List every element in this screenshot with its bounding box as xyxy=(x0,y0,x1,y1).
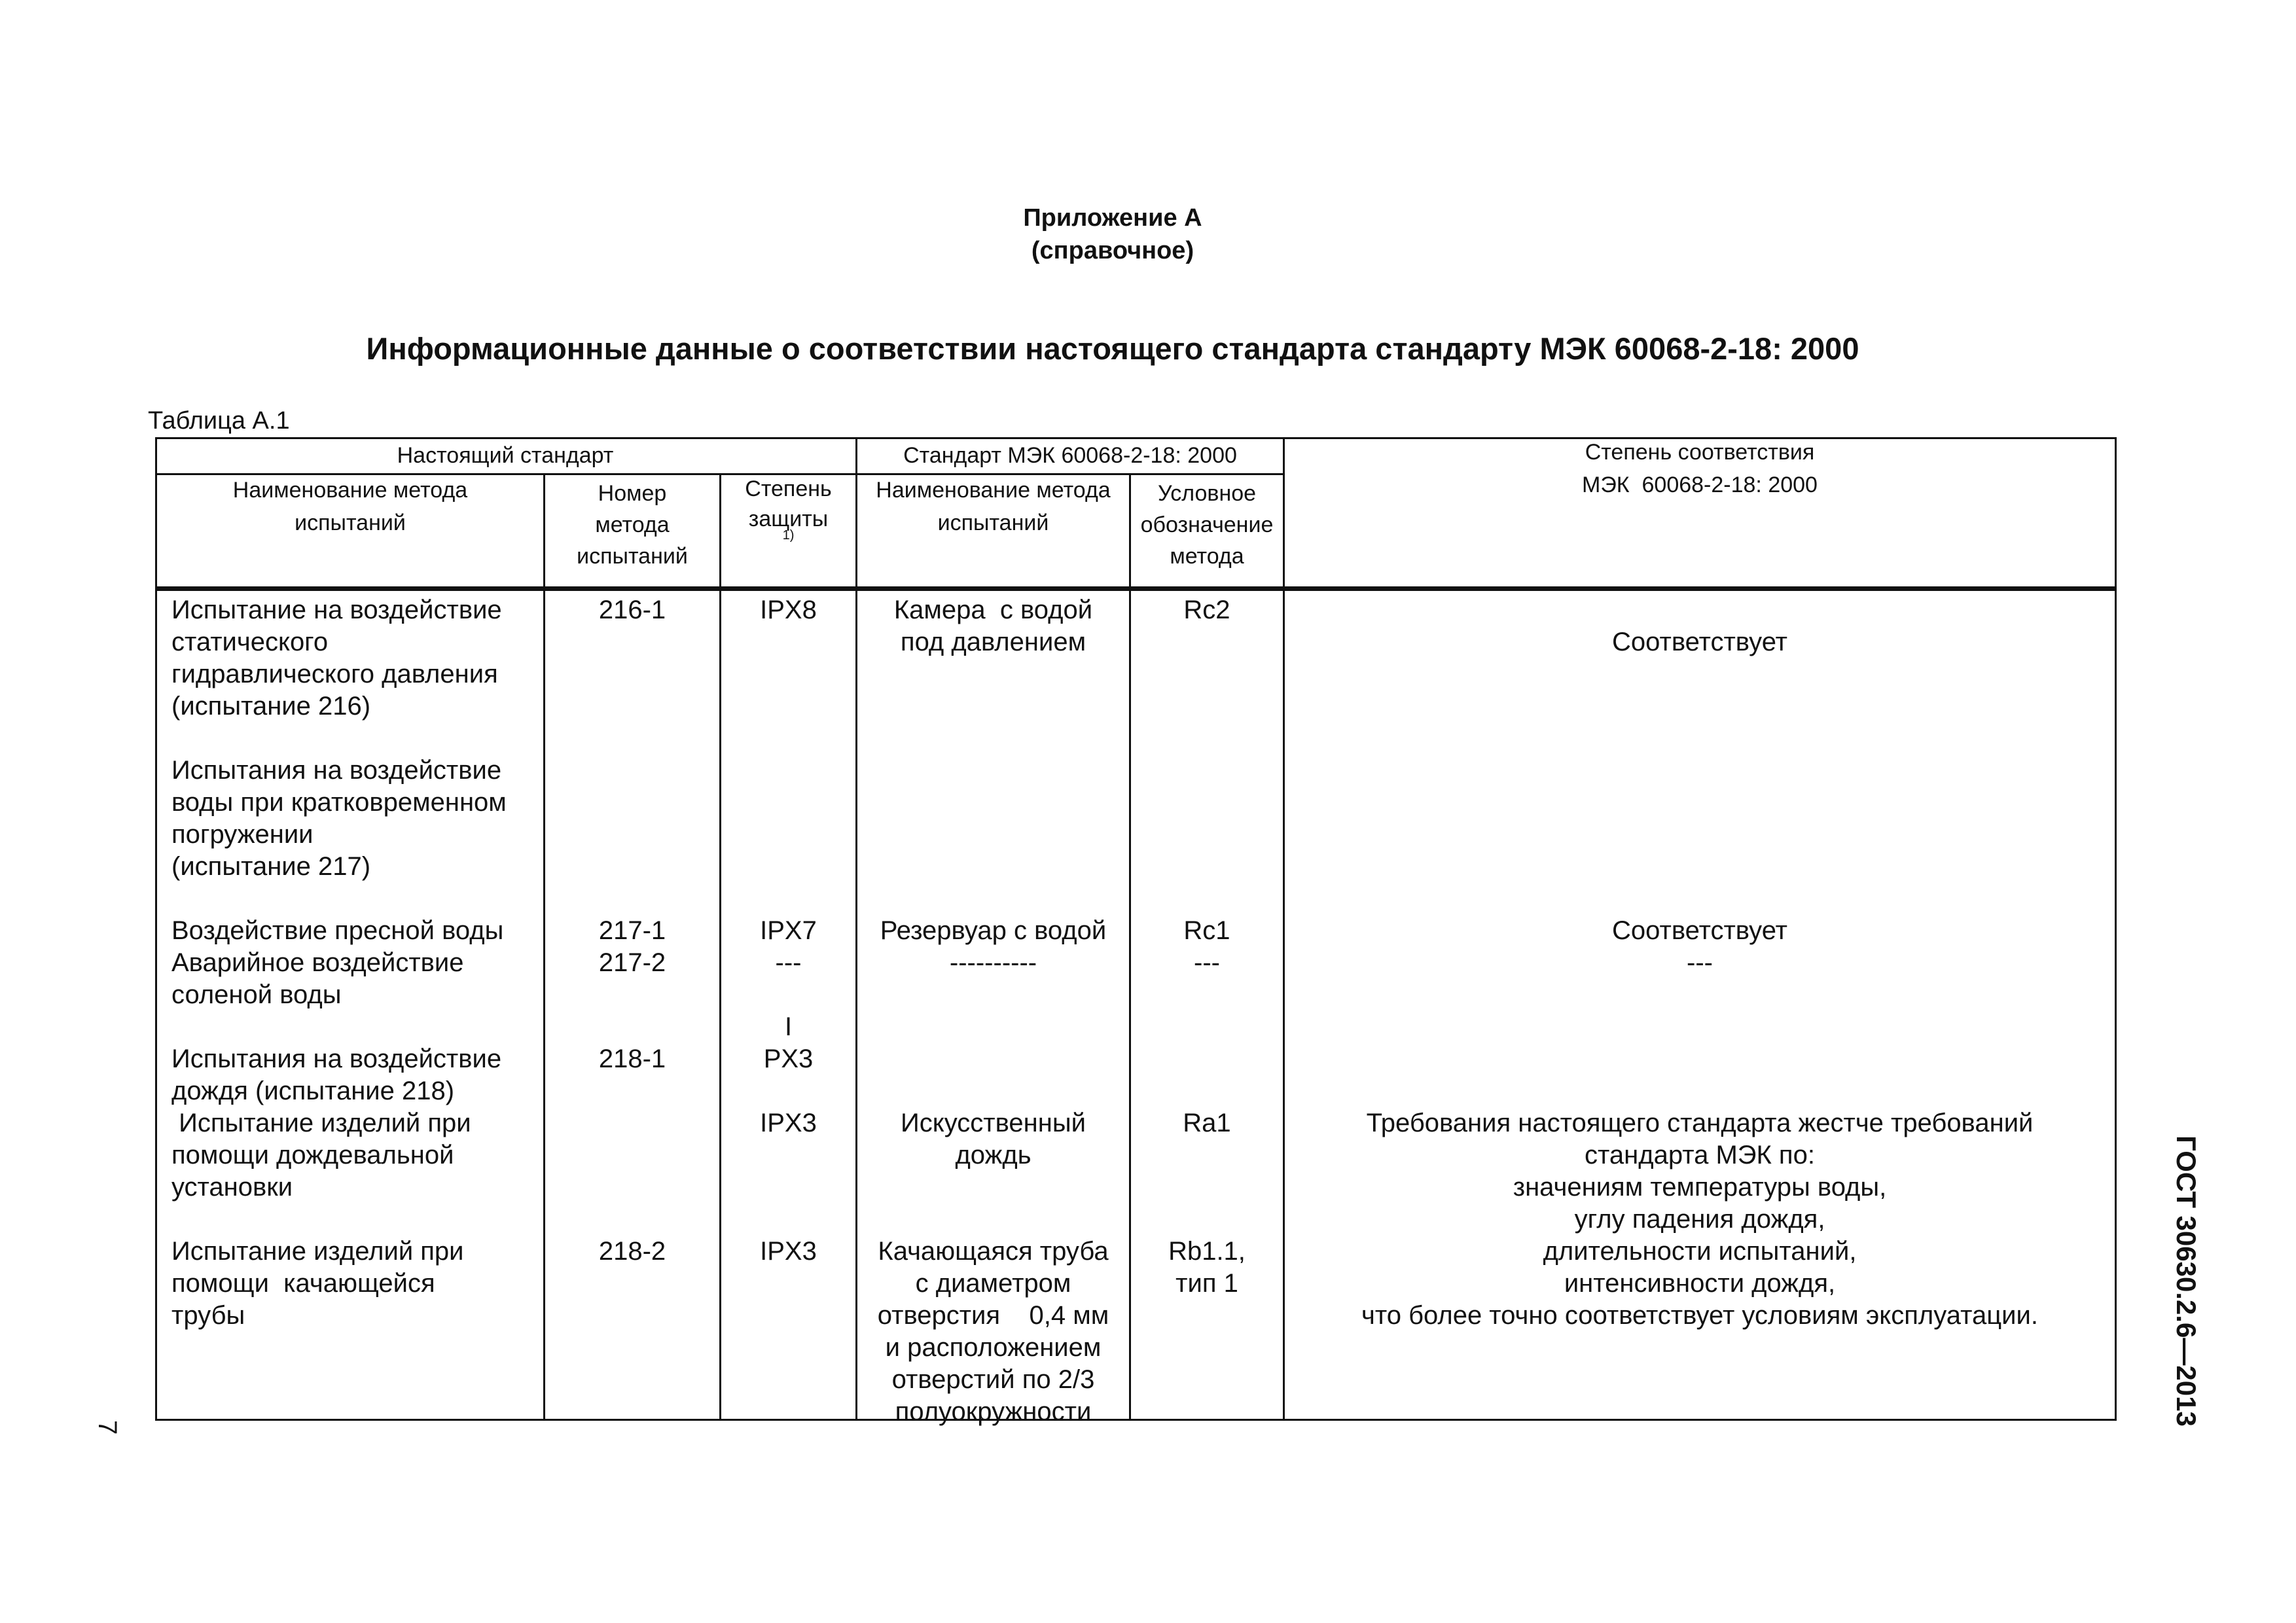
body-protection-degree xyxy=(721,594,855,1268)
cell-line: Степень xyxy=(745,476,832,501)
cell-line xyxy=(857,1204,1129,1236)
cell-line xyxy=(857,1011,1129,1043)
cell-line: --- xyxy=(1687,948,1713,977)
cell-line: Rb1.1, xyxy=(1168,1237,1246,1266)
cell-line: Номер xyxy=(598,481,667,506)
cell-line: IPX8 xyxy=(760,596,817,624)
cell-line: Rc2 xyxy=(1183,596,1230,624)
cell-line xyxy=(1131,626,1283,658)
cell-line xyxy=(545,722,719,755)
cell-line: --- xyxy=(1194,948,1220,977)
cell-line: значениям температуры воды, xyxy=(1513,1173,1887,1202)
cell-line: Испытания на воздействие xyxy=(171,756,502,785)
cell-line xyxy=(857,819,1129,851)
header-iec-designation xyxy=(1131,478,1283,572)
cell-line: Резервуар с водой xyxy=(880,916,1107,945)
cell-line xyxy=(721,883,855,915)
cell-line xyxy=(857,690,1129,722)
cell-line xyxy=(721,851,855,883)
cell-line xyxy=(1131,1204,1283,1236)
cell-line: Испытание изделий при xyxy=(171,1237,464,1266)
cell-line: 217-1 xyxy=(598,916,666,945)
cell-line: тип 1 xyxy=(1175,1269,1238,1298)
footnote-marker: 1) xyxy=(782,528,795,543)
cell-line: испытаний xyxy=(937,510,1049,535)
cell-line xyxy=(857,1043,1129,1075)
cell-line xyxy=(545,1011,719,1043)
cell-line xyxy=(545,1204,719,1236)
cell-line xyxy=(545,1139,719,1171)
cell-line xyxy=(1131,787,1283,819)
cell-line: испытаний xyxy=(577,544,688,569)
cell-line: Соответствует xyxy=(1612,628,1787,656)
cell-line xyxy=(721,1139,855,1171)
cell-line: под давлением xyxy=(900,628,1086,656)
cell-line: защиты xyxy=(748,507,829,531)
cell-line xyxy=(545,851,719,883)
cell-line: 216-1 xyxy=(598,596,666,624)
table-border-bottom xyxy=(155,1419,2117,1421)
header-method-number xyxy=(545,478,719,572)
body-iec-method-name xyxy=(857,594,1129,1428)
cell-line xyxy=(171,1204,543,1236)
cell-line xyxy=(545,690,719,722)
cell-line xyxy=(857,1171,1129,1204)
cell-line: МЭК 60068-2-18: 2000 xyxy=(1582,473,1818,497)
cell-line xyxy=(545,787,719,819)
cell-line: испытаний xyxy=(295,510,406,535)
cell-line xyxy=(721,979,855,1011)
header-protection-degree xyxy=(721,474,855,542)
cell-line xyxy=(545,755,719,787)
cell-line xyxy=(545,1107,719,1139)
cell-line xyxy=(545,883,719,915)
table-border-left xyxy=(155,437,157,1421)
header-method-name xyxy=(157,474,543,539)
cell-line xyxy=(1131,979,1283,1011)
cell-line xyxy=(1131,819,1283,851)
table-border-right xyxy=(2115,437,2117,1421)
cell-line xyxy=(545,626,719,658)
cell-line: установки xyxy=(171,1173,293,1202)
cell-line xyxy=(1285,755,2115,787)
annex-subtitle: (справочное) xyxy=(1031,237,1194,264)
cell-line: Испытания на воздействие xyxy=(171,1044,502,1073)
cell-line xyxy=(857,1075,1129,1107)
cell-line xyxy=(857,883,1129,915)
cell-line: Аварийное воздействие xyxy=(171,948,464,977)
cell-line: углу падения дождя, xyxy=(1574,1205,1825,1234)
cell-line: воды при кратковременном xyxy=(171,788,507,817)
cell-line: Воздействие пресной воды xyxy=(171,916,504,945)
cell-line: 218-1 xyxy=(598,1044,666,1073)
cell-line: Rc1 xyxy=(1183,916,1230,945)
header-conformity xyxy=(1285,436,2115,501)
cell-line xyxy=(171,883,543,915)
cell-line xyxy=(857,787,1129,819)
page-number: 7 xyxy=(93,1420,122,1435)
cell-line: статического xyxy=(171,628,329,656)
cell-line: дождя (испытание 218) xyxy=(171,1077,455,1105)
cell-line xyxy=(857,755,1129,787)
body-iec-designation xyxy=(1131,594,1283,1300)
cell-line: помощи качающейся xyxy=(171,1269,435,1298)
cell-line: Наименование метода xyxy=(876,478,1111,503)
cell-line xyxy=(1131,658,1283,690)
document-code-side-label: ГОСТ 30630.2.6—2013 xyxy=(2171,1135,2202,1427)
body-method-name xyxy=(171,594,543,1332)
cell-line xyxy=(721,626,855,658)
cell-line: 217-2 xyxy=(598,948,666,977)
cell-line xyxy=(1285,1075,2115,1107)
cell-line xyxy=(1285,883,2115,915)
cell-line xyxy=(1131,722,1283,755)
cell-line: соленой воды xyxy=(171,980,342,1009)
cell-line xyxy=(857,851,1129,883)
cell-line xyxy=(721,787,855,819)
cell-line: помощи дождевальной xyxy=(171,1141,454,1169)
cell-line xyxy=(1285,690,2115,722)
cell-line xyxy=(1285,979,2115,1011)
cell-line xyxy=(1285,722,2115,755)
table-border-header-bottom xyxy=(155,586,2117,591)
cell-line: IPX3 xyxy=(760,1109,817,1137)
cell-line xyxy=(721,819,855,851)
cell-line xyxy=(1285,1043,2115,1075)
cell-line: 218-2 xyxy=(598,1237,666,1266)
cell-line xyxy=(721,1075,855,1107)
cell-line: дождь xyxy=(955,1141,1031,1169)
cell-line: обозначение xyxy=(1140,512,1274,537)
cell-line xyxy=(857,722,1129,755)
table-caption: Таблица А.1 xyxy=(148,407,290,435)
cell-line: Искусственный xyxy=(901,1109,1086,1137)
cell-line xyxy=(721,1171,855,1204)
cell-line: полуокружности xyxy=(895,1397,1092,1426)
cell-line: Соответствует xyxy=(1612,916,1787,945)
cell-line: ---------- xyxy=(949,948,1037,977)
cell-line xyxy=(1131,1075,1283,1107)
cell-line: Наименование метода xyxy=(232,478,468,503)
cell-line: отверстий по 2/3 xyxy=(891,1365,1095,1394)
cell-line: Ra1 xyxy=(1183,1109,1231,1137)
cell-line: (испытание 216) xyxy=(171,692,371,721)
cell-line xyxy=(545,819,719,851)
cell-line xyxy=(1131,883,1283,915)
cell-line xyxy=(721,658,855,690)
cell-line: Условное xyxy=(1157,481,1257,506)
cell-line xyxy=(721,722,855,755)
cell-line xyxy=(171,1011,543,1043)
group-header-iec-standard: Стандарт МЭК 60068-2-18: 2000 xyxy=(903,443,1237,468)
cell-line: --- xyxy=(775,948,802,977)
cell-line xyxy=(721,1204,855,1236)
cell-line: I xyxy=(784,1012,793,1041)
cell-line xyxy=(1131,690,1283,722)
header-protection-degree-lines xyxy=(721,474,855,534)
cell-line: с диаметром xyxy=(915,1269,1071,1298)
cell-line xyxy=(721,690,855,722)
cell-line: Качающаяся труба xyxy=(878,1237,1109,1266)
cell-line xyxy=(1285,658,2115,690)
cell-line: IPX7 xyxy=(760,916,817,945)
cell-line: метода xyxy=(1170,544,1244,569)
cell-line xyxy=(1285,594,2115,626)
cell-line: IPX3 xyxy=(760,1237,817,1266)
cell-line: Испытание на воздействие xyxy=(171,596,502,624)
cell-line xyxy=(721,755,855,787)
cell-line: (испытание 217) xyxy=(171,852,371,881)
cell-line xyxy=(1285,851,2115,883)
header-iec-method-name xyxy=(857,474,1129,539)
body-method-number xyxy=(545,594,719,1268)
body-conformity xyxy=(1285,594,2115,1332)
cell-line xyxy=(857,658,1129,690)
cell-line: метода xyxy=(595,512,670,537)
cell-line xyxy=(1131,755,1283,787)
cell-line: Камера с водой xyxy=(893,596,1093,624)
cell-line: и расположением xyxy=(885,1333,1102,1362)
cell-line: что более точно соответствует условиям эксплуатации. xyxy=(1361,1301,2038,1330)
cell-line xyxy=(1131,1011,1283,1043)
cell-line: стандарта МЭК по: xyxy=(1585,1141,1815,1169)
cell-line xyxy=(545,1075,719,1107)
cell-line: Требования настоящего стандарта жестче требований xyxy=(1366,1109,2034,1137)
cell-line: Степень соответствия xyxy=(1585,440,1815,465)
cell-line: трубы xyxy=(171,1301,245,1330)
cell-line: погружении xyxy=(171,820,314,849)
cell-line xyxy=(1131,1171,1283,1204)
cell-line: гидравлического давления xyxy=(171,660,498,688)
cell-line: интенсивности дождя, xyxy=(1564,1269,1836,1298)
cell-line xyxy=(1131,851,1283,883)
group-header-this-standard: Настоящий стандарт xyxy=(397,443,614,468)
cell-line xyxy=(1131,1139,1283,1171)
cell-line xyxy=(545,658,719,690)
cell-line: отверстия 0,4 мм xyxy=(877,1301,1109,1330)
cell-line: длительности испытаний, xyxy=(1543,1237,1857,1266)
conformity-table xyxy=(155,437,2117,1426)
cell-line: PX3 xyxy=(763,1044,814,1073)
cell-line xyxy=(1285,1011,2115,1043)
cell-line xyxy=(545,1171,719,1204)
cell-line: Испытание изделий при xyxy=(171,1109,471,1137)
cell-line xyxy=(1285,819,2115,851)
cell-line xyxy=(1131,1043,1283,1075)
cell-line xyxy=(857,979,1129,1011)
cell-line xyxy=(545,979,719,1011)
annex-title: Приложение А xyxy=(1023,204,1202,232)
cell-line xyxy=(171,722,543,755)
document-title: Информационные данные о соответствии настоящего стандарта стандарту МЭК 60068-2-18: 2000 xyxy=(366,331,1859,366)
cell-line xyxy=(1285,787,2115,819)
